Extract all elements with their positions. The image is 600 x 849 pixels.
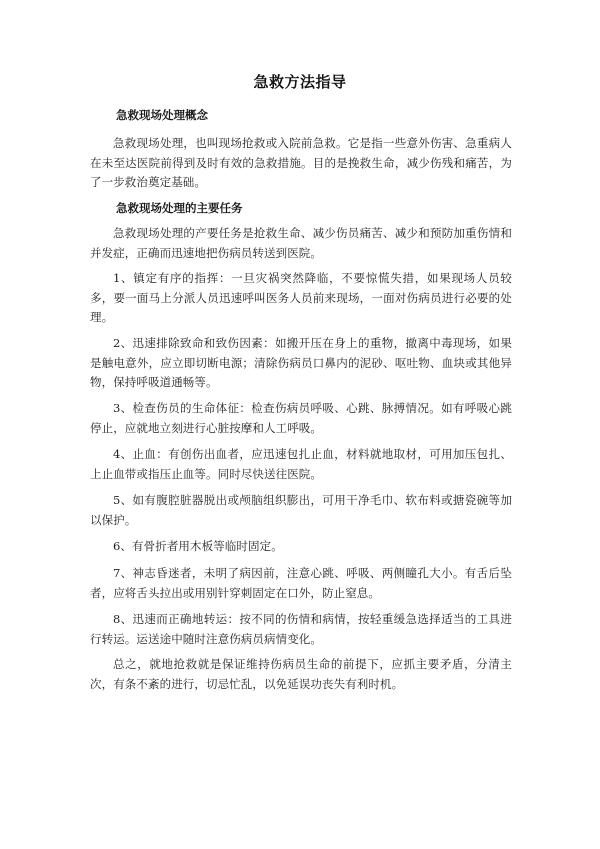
list-item-7: 7、神志昏迷者，未明了病因前，注意心跳、呼吸、两侧瞳孔大小。有舌后坠者，应将舌头拉出或用别针穿刺固定在口外，防止窒息。 [90,566,512,600]
paragraph-tasks-intro: 急救现场处理的产要任务是抢救生命、减少伤员痛苦、减少和预防加重伤情和并发症，正确而迅速地把伤病员转送到医院。 [90,226,512,260]
list-item-4: 4、止血：有创伤出血者，应迅速包扎止血，材料就地取材，可用加压包扎、上止血带或指压止血等。同时尽快送往医院。 [90,447,512,481]
list-item-8: 8、迅速而正确地转运：按不同的伤情和病情，按轻重缓急选择适当的工具进行转运。运送途中随时注意伤病员病情变化。 [90,612,512,646]
paragraph-conclusion: 总之，就地抢救就是保证维持伤病员生命的前提下，应抓主要矛盾，分清主次，有条不紊的进行，切忌忙乱，以免延误功丧失有利时机。 [90,657,512,691]
list-item-2: 2、迅速排除致命和致伤因素：如搬开压在身上的重物，撤离中毒现场，如果是触电意外，应立即切断电源；清除伤病员口鼻内的泥砂、呕吐物、血块或其他异物，保持呼吸道通畅等。 [90,336,512,389]
document-title: 急救方法指导 [253,73,347,91]
paragraph-concept: 急救现场处理，也叫现场抢救或入院前急救。它是指一些意外伤害、急重病人在未至达医院前得到及时有效的急救措施。目的是挽救生命，减少伤残和痛苦，为了一步救治奠定基础。 [90,136,512,189]
list-item-5: 5、如有腹腔脏器脱出或颅脑组织膨出，可用干净毛巾、软布料或搪瓷碗等加以保护。 [90,493,512,527]
section-heading-concept: 急救现场处理概念 [116,108,208,122]
list-item-6: 6、有骨折者用木板等临时固定。 [113,539,283,553]
section-heading-tasks: 急救现场处理的主要任务 [116,201,243,215]
list-item-3: 3、检查伤员的生命体征：检查伤病员呼吸、心跳、脉搏情况。如有呼吸心跳停止，应就地立刻进行心脏按摩和人工呼吸。 [90,401,512,435]
list-item-1: 1、镇定有序的指挥：一旦灾祸突然降临，不要惊慌失措，如果现场人员较多，要一面马上分派人员迅速呼叫医务人员前来现场，一面对伤病员进行必要的处理。 [90,271,512,324]
